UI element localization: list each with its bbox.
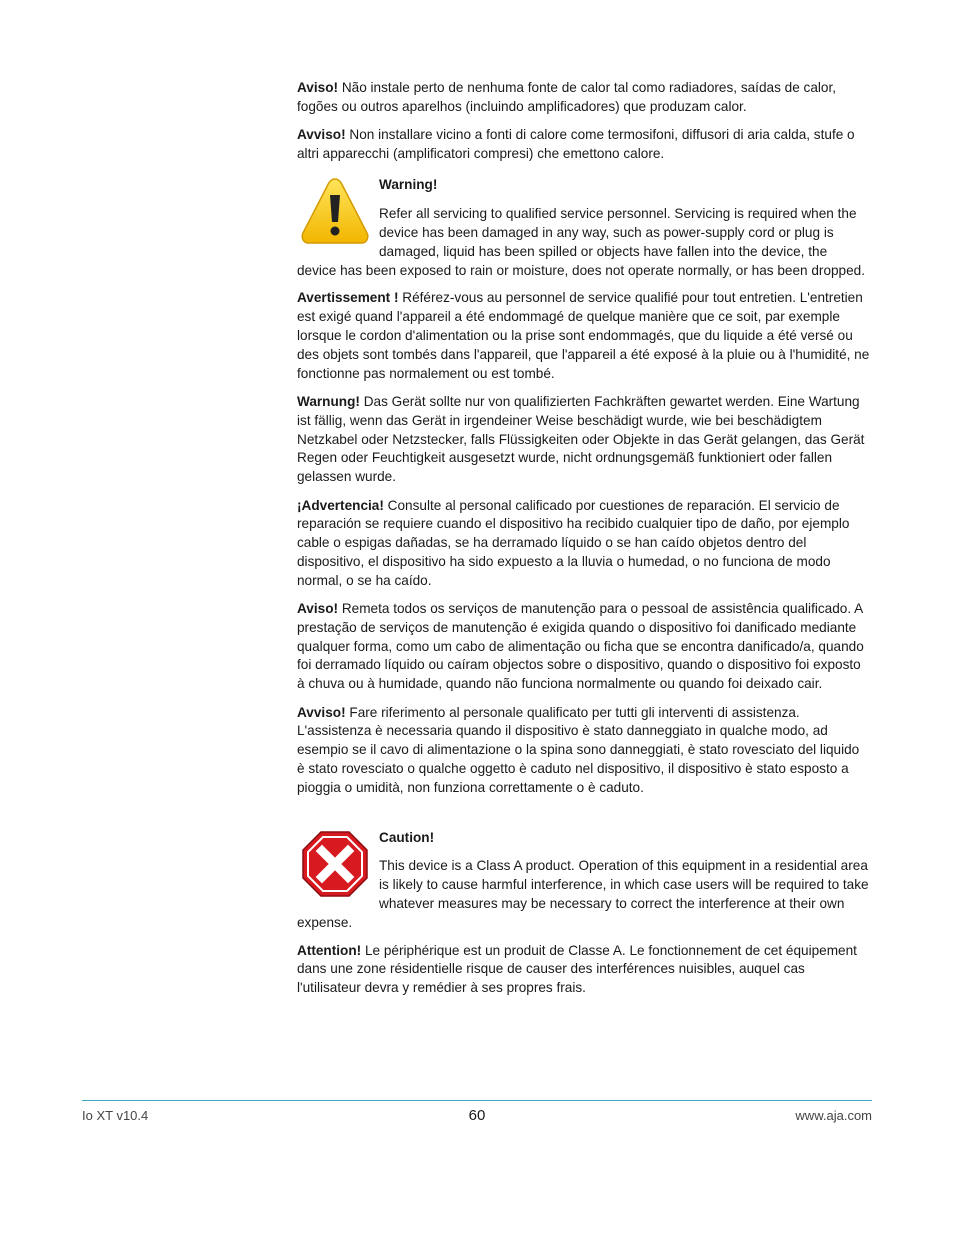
notice-paragraph (297, 289, 870, 383)
notice-text: Le périphérique est un produit de Classe A. Le fonctionnement de cet équipement dans une zone résidentielle risque de causer des interférences nuisibles, auquel cas l'utilisateur devra y remédier à ses propres frais. (297, 942, 857, 996)
page-content (297, 79, 870, 1008)
notice-paragraph (297, 79, 870, 117)
notice-text: Non installare vicino a fonti di calore come termosifoni, diffusori di aria calda, stufe o altri apparecchi (amplificatori compresi) che emettono calore. (297, 127, 855, 161)
notice-text: Das Gerät sollte nur von qualifizierten Fachkräften gewartet werden. Eine Wartung ist fällig, wenn das Gerät in irgendeiner Weise beschädigt wurde, wie bei beschädigtem Netzkabel oder Netzstecker, falls Flüssigkeiten oder Objekte in das Gerät gelangen, das Gerät Regen oder Feuchtigkeit ausgesetzt wurde, nicht ordnungsgemäß funktioniert oder fallen gelassen wurde. (297, 393, 865, 485)
notice-label: Aviso! (297, 80, 339, 95)
page-number: 60 (468, 1107, 486, 1124)
notice-paragraph (297, 704, 870, 798)
notice-text: Fare riferimento al personale qualificato per tutti gli interventi di assistenza. L'assistenza è necessaria quando il dispositivo è stato danneggiato in qualche modo, ad esempio se il cavo di alimentazione o la spina sono danneggiati, è stato rovesciato del liquido è stato rovesciato o qualche oggetto è caduto nel dispositivo, il dispositivo è stato esposto a pioggia o umidità, non funziona correttamente o è caduto. (297, 704, 860, 795)
notice-text: Não instale perto de nenhuma fonte de calor tal como radiadores, saídas de calor, fogões ou outros aparelhos (incluindo amplificadores) que produzam calor. (297, 80, 837, 114)
warning-triangle-icon (299, 175, 371, 247)
notice-label: Attention! (297, 942, 362, 958)
notice-paragraph (297, 942, 870, 998)
notice-paragraph (297, 393, 870, 487)
notice-label: Avviso! (297, 704, 346, 720)
notice-text: Référez-vous au personnel de service qualifié pour tout entretien. L'entretien est exigé quand l'appareil a été endommagé de quelque manière que ce soit, par exemple lorsque le cordon d'alimentation ou la prise sont endommagés, que du liquide a été versé ou des objets sont tombés dans l'appareil, que l'appareil a été exposé à la pluie ou à l'humidité, ne fonctionne pas normalement ou est tombé. (297, 290, 870, 381)
notice-text: Remeta todos os serviços de manutenção para o pessoal de assistência qualificado. A prestação de serviços de manutenção é exigida quando o dispositivo foi danificado mediante qualquer forma, como um cabo de alimentação ou ficha que se encontra danificado/a, quando foi derramado líquido ou caíram objectos sobre o dispositivo, quando o dispositivo foi exposto à chuva ou à humidade, quando não funciona normalmente ou quando foi deixado cair. (297, 601, 864, 692)
notice-label: ¡Advertencia! (297, 497, 384, 513)
footer-website: www.aja.com (795, 1108, 872, 1123)
caution-body: This device is a Class A product. Operation of this equipment in a residential area is likely to cause harmful interference, in which case users will be required to take whatever measures may be necessary to correct the interference at their own expense. (297, 858, 869, 930)
notice-label: Avertissement ! (297, 290, 399, 306)
caution-note (297, 826, 870, 933)
caution-stop-icon (299, 828, 371, 900)
notice-label: Avviso! (297, 127, 346, 143)
notice-label: Aviso! (297, 601, 339, 617)
caution-heading: Caution! (379, 829, 435, 845)
footer-rule (82, 1100, 872, 1101)
notice-paragraph (297, 600, 870, 694)
footer-doc-title: Io XT v10.4 (82, 1108, 149, 1123)
notice-label: Warnung! (297, 393, 360, 409)
notice-paragraph (297, 126, 870, 164)
notice-text: Consulte al personal calificado por cuestiones de reparación. El servicio de reparación se requiere cuando el dispositivo ha recibido cualquier tipo de daño, por ejemplo cable o espigas dañadas, se ha derramado líquido o se han caído objetos dentro del dispositivo, el dispositivo ha sido expuesto a la lluvia o humedad, o no funciona de modo normal, o se ha caído. (297, 497, 850, 588)
notice-paragraph (297, 497, 870, 591)
warning-body: Refer all servicing to qualified service personnel. Servicing is required when the device has been damaged in any way, such as power-supply cord or plug is damaged, liquid has been spilled or objects have fallen into the device, the device has been exposed to rain or moisture, does not operate normally, or has been dropped. (297, 206, 866, 278)
warning-heading: Warning! (379, 177, 438, 193)
warning-note (297, 173, 870, 280)
